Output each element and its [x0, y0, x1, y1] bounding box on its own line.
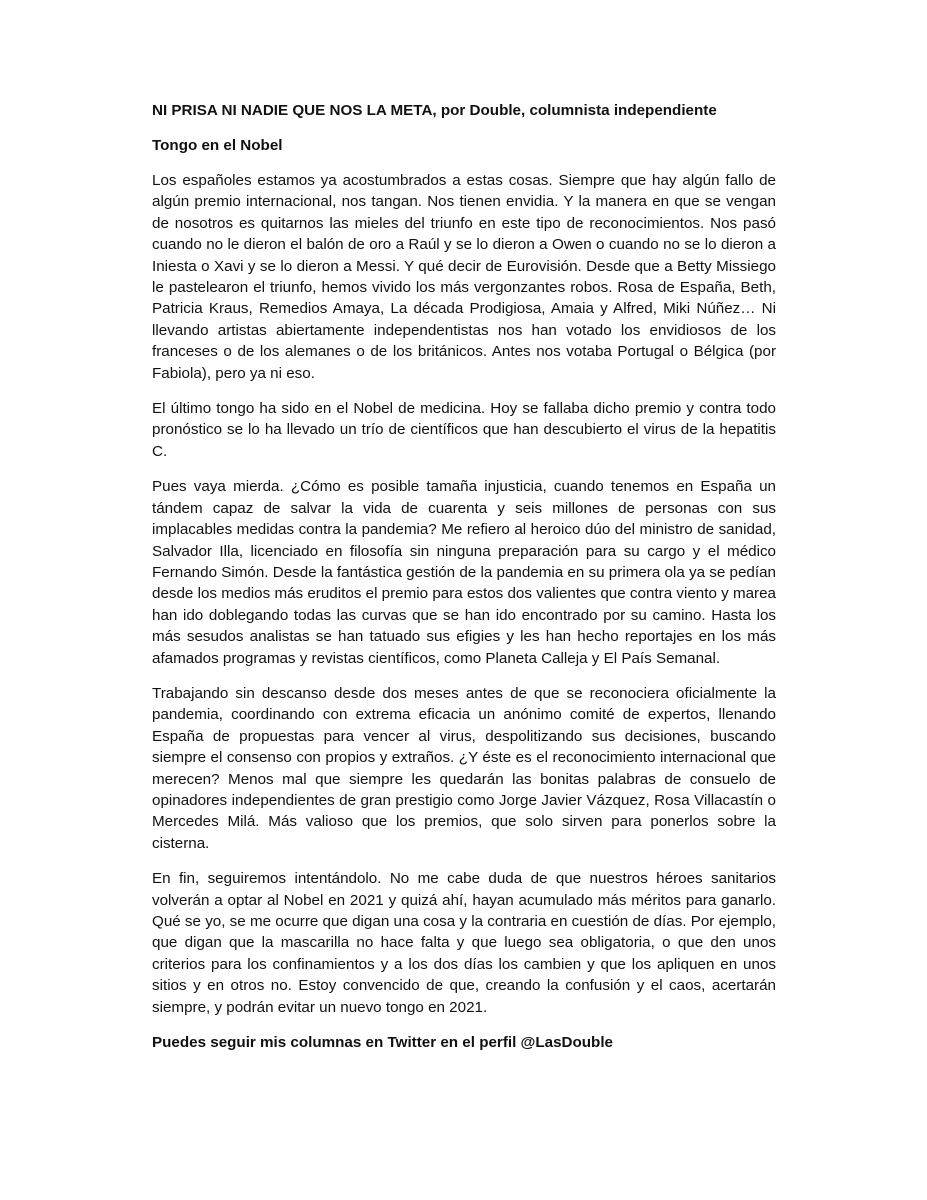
paragraph-1: Los españoles estamos ya acostumbrados a estas cosas. Siempre que hay algún fallo de algún premio internacional, nos tangan. Nos tienen envidia. Y la manera en que se vengan de nosotros es quitarnos las mieles del triunfo en este tipo de reconocimientos. Nos pasó cuando no le dieron el balón de oro a Raúl y se lo dieron a Owen o cuando no se lo dieron a Iniesta o Xavi y se lo dieron a Messi. Y qué decir de Eurovisión. Desde que a Betty Missiego le pastelearon el triunfo, hemos vivido los más vergonzantes robos. Rosa de España, Beth, Patricia Kraus, Remedios Amaya, La década Prodigiosa, Amaia y Alfred, Miki Núñez… Ni llevando artistas abiertamente independentistas nos han votado los envidiosos de los franceses o de los alemanes o de los británicos. Antes nos votaba Portugal o Bélgica (por Fabiola), pero ya ni eso.	[152, 172, 776, 382]
paragraph-4: Trabajando sin descanso desde dos meses antes de que se reconociera oficialmente la pandemia, coordinando con extrema eficacia un anónimo comité de expertos, llenando España de propuestas para vencer al virus, despolitizando sus decisiones, buscando siempre el consenso con propios y extraños. ¿Y éste es el reconocimiento internacional que merecen? Menos mal que siempre les quedarán las bonitas palabras de consuelo de opinadores independientes de gran prestigio como Jorge Javier Vázquez, Rosa Villacastín o Mercedes Milá. Más valioso que los premios, que solo sirven para ponerlos sobre la cisterna.	[152, 684, 776, 852]
twitter-footer-note: Puedes seguir mis columnas en Twitter en el perfil @LasDouble	[152, 1034, 613, 1052]
paragraph-5: En fin, seguiremos intentándolo. No me cabe duda de que nuestros héroes sanitarios volverán a optar al Nobel en 2021 y quizá ahí, hayan acumulado más méritos para ganarlo. Qué se yo, se me ocurre que digan una cosa y la contraria en cuestión de días. Por ejemplo, que digan que la mascarilla no hace falta y que luego sea obligatoria, o que den unos criterios para los confinamientos y a los dos días los cambien y que los apliquen en unos sitios y en otros no. Estoy convencido de que, creando la confusión y el caos, acertarán siempre, y podrán evitar un nuevo tongo en 2021.	[152, 870, 776, 1016]
paragraph-2: El último tongo ha sido en el Nobel de medicina. Hoy se fallaba dicho premio y contra todo pronóstico se lo ha llevado un trío de científicos que han descubierto el virus de la hepatitis C.	[152, 400, 776, 460]
column-header: NI PRISA NI NADIE QUE NOS LA META, por Double, columnista independiente	[152, 102, 717, 119]
paragraph-3: Pues vaya mierda. ¿Cómo es posible tamaña injusticia, cuando tenemos en España un tándem capaz de salvar la vida de cuarenta y seis millones de personas con sus implacables medidas contra la pandemia? Me refiero al heroico dúo del ministro de sanidad, Salvador Illa, licenciado en filosofía sin ninguna preparación para su cargo y el médico Fernando Simón. Desde la fantástica gestión de la pandemia en su primera ola ya se pedían desde los medios más eruditos el premio para estos dos valientes que contra viento y marea han ido doblegando todas las curvas que se han ido encontrado por su camino. Hasta los más sesudos analistas se han tatuado sus efigies y les han hecho reportajes en los más afamados programas y revistas científicos, como Planeta Calleja y El País Semanal.	[152, 478, 776, 667]
document-page	[152, 100, 776, 1053]
article-title: Tongo en el Nobel	[152, 137, 283, 154]
